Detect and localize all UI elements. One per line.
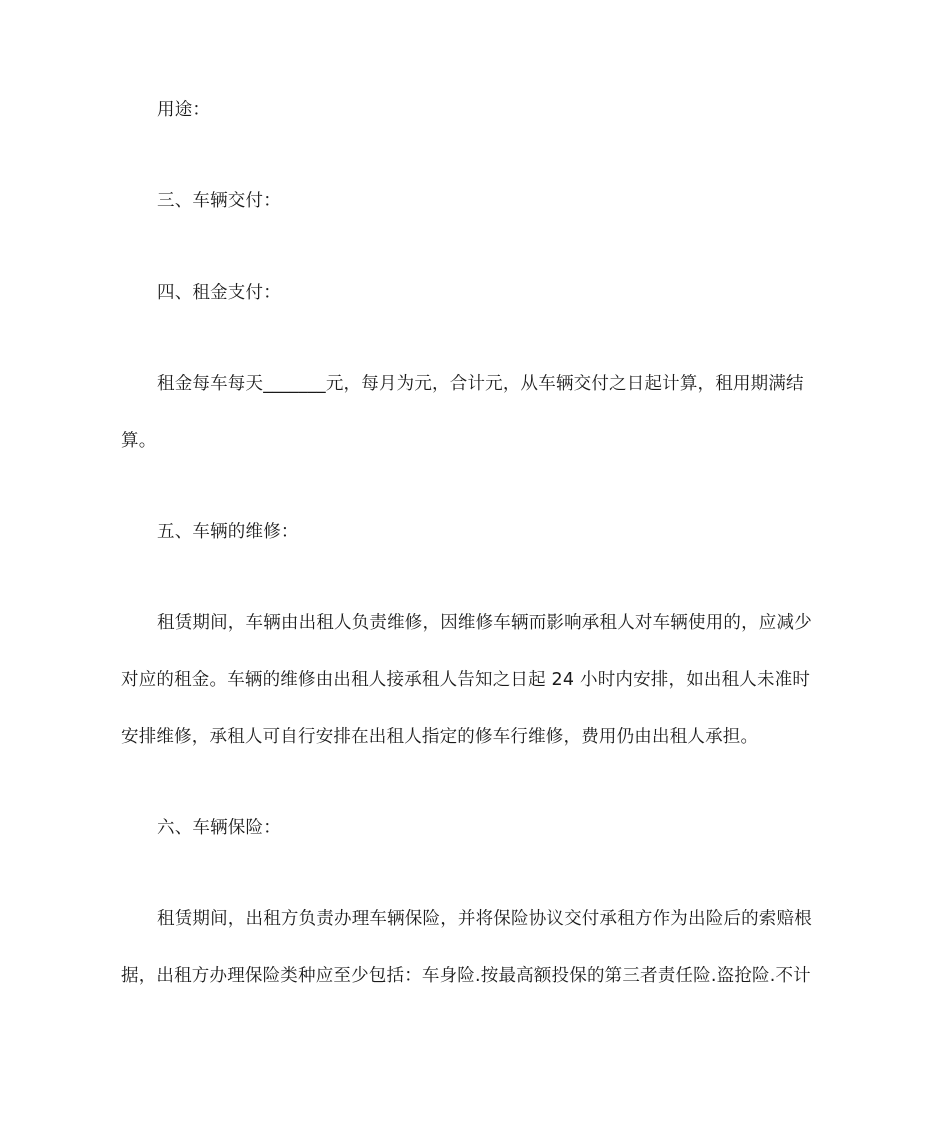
paragraph-insurance-line-1: 租赁期间，出租方负责办理车辆保险，并将保险协议交付承租方作为出险后的索赔根 (157, 909, 812, 929)
paragraph-maintenance-line-2: 对应的租金。车辆的维修由出租人接承租人告知之日起 24 小时内安排，如出租人未准时 (121, 670, 811, 690)
section-heading-rent-payment: 四、租金支付： (157, 283, 281, 303)
field-label-usage: 用途： (157, 100, 211, 120)
paragraph-rent-line-2: 算。 (121, 431, 157, 451)
paragraph-maintenance-line-3: 安排维修，承租人可自行安排在出租人指定的修车行维修，费用仍由出租人承担。 (121, 727, 759, 747)
section-heading-vehicle-insurance: 六、车辆保险： (157, 818, 281, 838)
paragraph-rent-line-1: 租金每车每天_______元，每月为元，合计元，从车辆交付之日起计算，租用期满结 (157, 374, 804, 394)
section-heading-vehicle-delivery: 三、车辆交付： (157, 191, 281, 211)
paragraph-insurance-line-2: 据，出租方办理保险类种应至少包括：车身险.按最高额投保的第三者责任险.盗抢险.不计 (121, 966, 811, 986)
section-heading-vehicle-maintenance: 五、车辆的维修： (157, 522, 299, 542)
paragraph-maintenance-line-1: 租赁期间，车辆由出租人负责维修，因维修车辆而影响承租人对车辆使用的，应减少 (157, 613, 812, 633)
